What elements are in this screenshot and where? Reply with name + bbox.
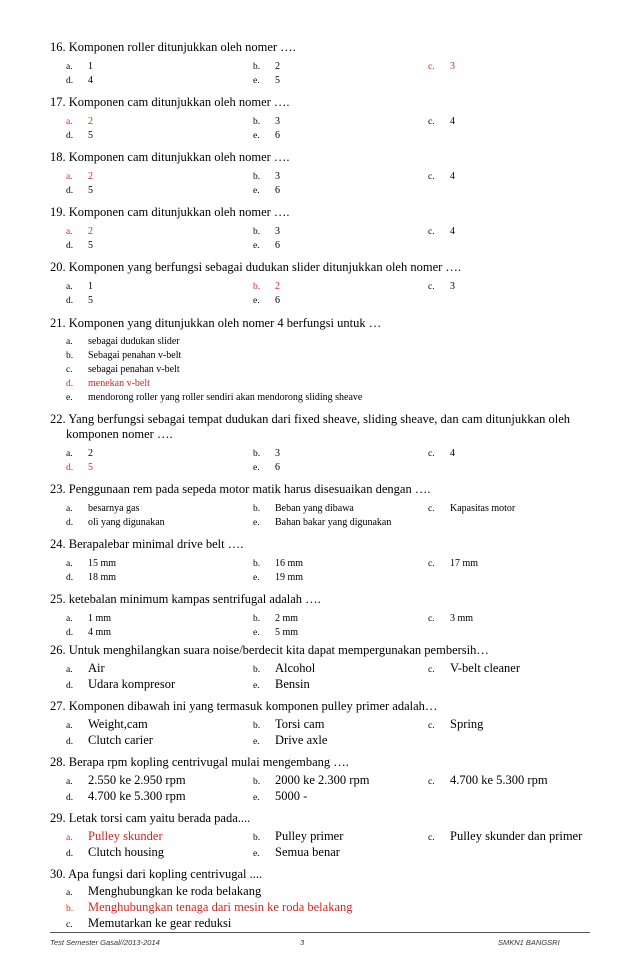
option-text: menekan v-belt [88, 378, 150, 389]
question-stem: Letak torsi cam yaitu berada pada.... [68, 811, 251, 825]
option-row [66, 771, 590, 787]
option-text: Bensin [275, 677, 310, 691]
option-letter: b. [66, 351, 74, 361]
question-stem: ketebalan minimum kampas sentrifugal adalah …. [68, 592, 321, 606]
option-text: mendorong roller yang roller sendiri akan mendorong sliding sheave [88, 392, 363, 403]
option-text: 2 [88, 448, 93, 459]
option-e[interactable] [253, 567, 303, 585]
question-number: 27. [50, 699, 66, 713]
option-letter: b. [253, 504, 261, 514]
question-number: 18. [50, 150, 66, 164]
option-text: Clutch housing [88, 845, 165, 859]
option-letter: e. [253, 518, 260, 528]
option-row [66, 290, 590, 304]
option-letter: d. [66, 296, 74, 306]
option-letter: e. [253, 737, 260, 747]
question-stem: Komponen cam ditunjukkan oleh nomer …. [68, 150, 290, 164]
option-text: 5 [88, 240, 93, 251]
option-row [66, 125, 590, 139]
option-letter: c. [428, 721, 435, 731]
option-text: Beban yang dibawa [275, 503, 354, 514]
option-text: 3 mm [450, 613, 474, 624]
option-letter: e. [253, 186, 260, 196]
option-e[interactable] [66, 387, 362, 405]
option-row [66, 498, 590, 512]
option-text: besarnya gas [88, 503, 140, 514]
option-text: 5 [88, 462, 93, 473]
question-number: 22. [50, 412, 66, 426]
option-text: Pulley primer [275, 829, 344, 843]
question-stem: Apa fungsi dari kopling centrivugal .... [68, 867, 263, 881]
question-23 [50, 482, 590, 526]
question-stem: Komponen dibawah ini yang termasuk komponen pulley primer adalah… [68, 699, 438, 713]
option-d[interactable] [66, 787, 186, 805]
option-text: 5 mm [275, 627, 299, 638]
option-letter: e. [253, 76, 260, 86]
option-d[interactable] [66, 235, 93, 253]
option-row [66, 622, 590, 636]
question-25 [50, 592, 590, 636]
option-text: sebagai penahan v-belt [88, 364, 180, 375]
option-text: 17 mm [450, 558, 479, 569]
option-letter: c. [428, 449, 435, 459]
option-text: 6 [275, 295, 280, 306]
question-number: 28. [50, 755, 66, 769]
option-row [66, 843, 590, 859]
option-d[interactable] [66, 567, 116, 585]
option-text: 6 [275, 240, 280, 251]
footer-left: Test Semester Gasal//2013-2014 [50, 938, 160, 947]
question-stem: Untuk menghilangkan suara noise/berdecit kita dapat mempergunakan pembersih… [68, 643, 489, 657]
option-text: 16 mm [275, 558, 304, 569]
option-d[interactable] [66, 457, 93, 475]
option-letter: e. [253, 681, 260, 691]
option-text: Spring [450, 717, 484, 731]
option-letter: b. [253, 117, 261, 127]
question-stem: Penggunaan rem pada sepeda motor matik harus disesuaikan dengan …. [68, 482, 431, 496]
question-number: 19. [50, 205, 66, 219]
question-number: 29. [50, 811, 66, 825]
option-letter: c. [428, 117, 435, 127]
option-row [66, 276, 590, 290]
option-text: Menghubungkan tenaga dari mesin ke roda belakang [88, 900, 353, 914]
question-stem: Komponen cam ditunjukkan oleh nomer …. [68, 95, 290, 109]
option-text: 3 [275, 448, 280, 459]
question-text [50, 316, 590, 331]
option-letter: c. [428, 665, 435, 675]
option-text: Kapasitas motor [450, 503, 516, 514]
question-number: 17. [50, 95, 66, 109]
option-text: 4 [88, 75, 93, 86]
option-text: Drive axle [275, 733, 328, 747]
option-letter: e. [253, 793, 260, 803]
option-d[interactable] [66, 290, 93, 308]
option-letter: b. [253, 172, 261, 182]
option-text: 2 [275, 61, 280, 72]
question-text [50, 260, 590, 275]
option-letter: b. [253, 721, 261, 731]
option-row [66, 567, 590, 581]
option-letter: e. [253, 573, 260, 583]
question-28 [50, 755, 590, 803]
option-letter: d. [66, 518, 74, 528]
option-text: 4.700 ke 5.300 rpm [450, 773, 548, 787]
option-text: 5 [275, 75, 280, 86]
question-text [50, 699, 590, 714]
question-text [50, 867, 590, 882]
question-number: 16. [50, 40, 66, 54]
option-row [66, 787, 590, 803]
option-text: 6 [275, 462, 280, 473]
page-footer [50, 932, 590, 947]
option-row [66, 345, 590, 359]
option-row [66, 180, 590, 194]
option-row [66, 512, 590, 526]
option-letter: b. [253, 449, 261, 459]
question-stem: Komponen cam ditunjukkan oleh nomer …. [68, 205, 290, 219]
option-letter: a. [66, 282, 73, 292]
option-text: 2.550 ke 2.950 rpm [88, 773, 186, 787]
option-text: 19 mm [275, 572, 304, 583]
option-text: oli yang digunakan [88, 517, 165, 528]
option-text: 5 [88, 185, 93, 196]
option-row [66, 373, 590, 387]
option-e[interactable] [253, 731, 327, 749]
option-e[interactable] [253, 843, 340, 861]
option-row [66, 387, 590, 401]
option-letter: d. [66, 849, 74, 859]
question-stem: Berapa rpm kopling centrivugal mulai mengembang …. [68, 755, 349, 769]
question-stem: Komponen roller ditunjukkan oleh nomer …. [68, 40, 296, 54]
option-text: 15 mm [88, 558, 117, 569]
option-letter: e. [253, 241, 260, 251]
option-letter: b. [253, 227, 261, 237]
option-letter: c. [66, 365, 73, 375]
option-row [66, 914, 590, 930]
option-letter: a. [66, 504, 73, 514]
option-text: Pulley skunder dan primer [450, 829, 583, 843]
question-26 [50, 643, 590, 691]
question-number: 24. [50, 537, 66, 551]
question-text [50, 205, 590, 220]
option-letter: a. [66, 777, 73, 787]
option-row [66, 715, 590, 731]
option-letter: c. [66, 920, 73, 930]
option-letter: d. [66, 379, 74, 389]
option-text: 4 [450, 226, 455, 237]
option-letter: a. [66, 62, 73, 72]
question-19 [50, 205, 590, 249]
question-number: 21. [50, 316, 66, 330]
option-letter: b. [253, 614, 261, 624]
option-text: Pulley skunder [88, 829, 163, 843]
option-text: 3 [450, 61, 455, 72]
question-text [50, 412, 590, 427]
option-letter: d. [66, 131, 74, 141]
question-16 [50, 40, 590, 84]
option-row [66, 331, 590, 345]
option-row [66, 70, 590, 84]
option-d[interactable] [66, 843, 164, 861]
option-text: Memutarkan ke gear reduksi [88, 916, 232, 930]
question-number: 30. [50, 867, 66, 881]
option-text: Sebagai penahan v-belt [88, 350, 182, 361]
option-letter: b. [66, 904, 74, 914]
question-stem: Yang berfungsi sebagai tempat dudukan dari fixed sheave, sliding sheave, dan cam ditunjukkan oleh [68, 412, 571, 426]
option-e[interactable] [253, 235, 280, 253]
question-text [50, 755, 590, 770]
question-29 [50, 811, 590, 859]
option-text: 2 [88, 171, 93, 182]
question-text [50, 95, 590, 110]
question-22 [50, 412, 590, 471]
option-text: 4.700 ke 5.300 rpm [88, 789, 186, 803]
option-letter: b. [253, 62, 261, 72]
option-d[interactable] [66, 675, 175, 693]
option-e[interactable] [253, 457, 280, 475]
option-letter: a. [66, 449, 73, 459]
option-letter: c. [428, 833, 435, 843]
option-text: 2 mm [275, 613, 299, 624]
option-e[interactable] [253, 180, 280, 198]
option-text: 2 [88, 226, 93, 237]
question-17 [50, 95, 590, 139]
option-letter: c. [428, 172, 435, 182]
footer-right: SMKN1 BANGSRI [498, 938, 560, 947]
option-text: 6 [275, 185, 280, 196]
option-text: Semua benar [275, 845, 340, 859]
option-letter: a. [66, 888, 73, 898]
option-text: 6 [275, 130, 280, 141]
option-letter: b. [253, 559, 261, 569]
option-text: 2 [275, 281, 280, 292]
question-text [50, 592, 590, 607]
option-d[interactable] [66, 731, 153, 749]
question-text [50, 40, 590, 55]
option-letter: a. [66, 117, 73, 127]
option-letter: d. [66, 241, 74, 251]
option-e[interactable] [253, 512, 391, 530]
question-number: 23. [50, 482, 66, 496]
option-row [66, 882, 590, 898]
option-letter: c. [428, 777, 435, 787]
option-text: 2000 ke 2.300 rpm [275, 773, 370, 787]
option-text: Air [88, 661, 105, 675]
question-number: 26. [50, 643, 66, 657]
option-e[interactable] [253, 290, 280, 308]
option-text: Alcohol [275, 661, 316, 675]
option-text: 3 [275, 116, 280, 127]
option-row [66, 675, 590, 691]
question-20 [50, 260, 590, 304]
option-letter: c. [428, 282, 435, 292]
option-e[interactable] [253, 622, 298, 640]
question-30 [50, 867, 590, 930]
option-d[interactable] [66, 180, 93, 198]
option-letter: a. [66, 227, 73, 237]
option-row [66, 443, 590, 457]
option-letter: d. [66, 573, 74, 583]
option-letter: a. [66, 614, 73, 624]
option-row [66, 359, 590, 373]
option-letter: c. [428, 504, 435, 514]
option-letter: e. [253, 463, 260, 473]
option-letter: d. [66, 681, 74, 691]
question-text [50, 643, 590, 658]
option-text: Torsi cam [275, 717, 325, 731]
question-text [50, 537, 590, 552]
option-letter: e. [253, 131, 260, 141]
option-letter: d. [66, 793, 74, 803]
question-stem: Komponen yang berfungsi sebagai dudukan slider ditunjukkan oleh nomer …. [68, 260, 462, 274]
option-text: 1 mm [88, 613, 112, 624]
option-text: 4 mm [88, 627, 112, 638]
option-letter: c. [428, 227, 435, 237]
option-text: Bahan bakar yang digunakan [275, 517, 392, 528]
option-e[interactable] [253, 70, 280, 88]
option-letter: c. [428, 614, 435, 624]
option-text: 1 [88, 61, 93, 72]
option-d[interactable] [66, 622, 111, 640]
option-text: 5000 - [275, 789, 308, 803]
option-row [66, 898, 590, 914]
option-text: 3 [275, 171, 280, 182]
option-letter: a. [66, 172, 73, 182]
option-letter: a. [66, 721, 73, 731]
question-number: 20. [50, 260, 66, 274]
option-row [66, 827, 590, 843]
option-letter: d. [66, 463, 74, 473]
option-e[interactable] [253, 125, 280, 143]
question-stem-continued: komponen nomer …. [66, 427, 173, 441]
option-letter: b. [253, 282, 261, 292]
option-text: sebagai dudukan slider [88, 336, 180, 347]
question-24 [50, 537, 590, 581]
option-letter: c. [428, 62, 435, 72]
option-d[interactable] [66, 125, 93, 143]
option-letter: e. [66, 393, 73, 403]
option-text: 3 [450, 281, 455, 292]
option-letter: e. [253, 296, 260, 306]
option-e[interactable] [253, 675, 310, 693]
option-row [66, 221, 590, 235]
option-d[interactable] [66, 512, 165, 530]
question-number: 25. [50, 592, 66, 606]
option-row [66, 553, 590, 567]
option-text: Menghubungkan ke roda belakang [88, 884, 262, 898]
option-letter: e. [253, 849, 260, 859]
option-row [66, 166, 590, 180]
option-row [66, 235, 590, 249]
option-text: Udara kompresor [88, 677, 176, 691]
option-letter: d. [66, 628, 74, 638]
option-text: V-belt cleaner [450, 661, 520, 675]
option-text: 4 [450, 171, 455, 182]
option-letter: e. [253, 628, 260, 638]
option-text: 18 mm [88, 572, 117, 583]
option-row [66, 111, 590, 125]
option-c[interactable] [66, 914, 231, 932]
option-letter: d. [66, 737, 74, 747]
option-letter: b. [253, 833, 261, 843]
option-letter: a. [66, 665, 73, 675]
question-stem: Komponen yang ditunjukkan oleh nomer 4 berfungsi untuk … [68, 316, 382, 330]
option-text: 5 [88, 130, 93, 141]
option-text: 4 [450, 448, 455, 459]
option-letter: c. [428, 559, 435, 569]
option-e[interactable] [253, 787, 307, 805]
question-text [50, 811, 590, 826]
option-row [66, 659, 590, 675]
question-21 [50, 316, 590, 401]
option-row [66, 731, 590, 747]
option-letter: d. [66, 76, 74, 86]
option-text: Clutch carier [88, 733, 153, 747]
question-18 [50, 150, 590, 194]
option-text: 1 [88, 281, 93, 292]
option-letter: a. [66, 337, 73, 347]
question-27 [50, 699, 590, 747]
option-d[interactable] [66, 70, 93, 88]
option-text: Weight,cam [88, 717, 148, 731]
question-stem: Berapalebar minimal drive belt …. [68, 537, 244, 551]
option-text: 3 [275, 226, 280, 237]
option-letter: b. [253, 665, 261, 675]
option-letter: a. [66, 833, 73, 843]
option-text: 2 [88, 116, 93, 127]
option-row [66, 56, 590, 70]
question-text [50, 482, 590, 497]
footer-page-number: 3 [300, 938, 305, 947]
option-letter: b. [253, 777, 261, 787]
option-row [66, 608, 590, 622]
option-letter: d. [66, 186, 74, 196]
option-text: 5 [88, 295, 93, 306]
option-letter: a. [66, 559, 73, 569]
option-text: 4 [450, 116, 455, 127]
question-text [50, 150, 590, 165]
option-row [66, 457, 590, 471]
